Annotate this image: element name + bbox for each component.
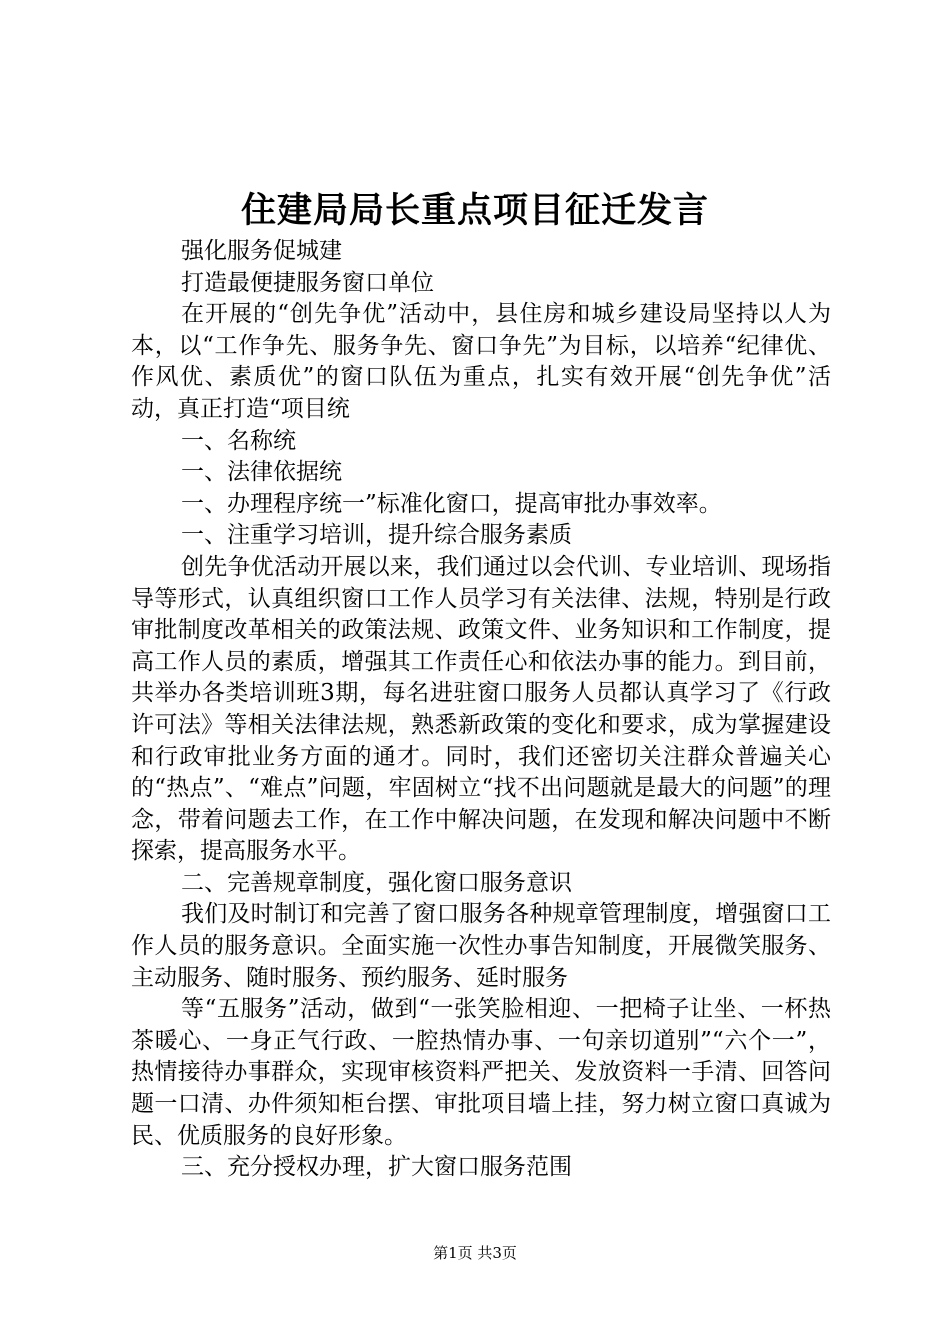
paragraph: 一、名称统 (181, 427, 296, 454)
paragraph: 创先争优活动开展以来，我们通过以会代训、专业培训、现场指导等形式，认真组织窗口工作人员学习有关法律、法规，特别是行政审批制度改革相关的政策法规、政策文件、业务知识和工作制度，提高工作人员的素质，增强其工作责任心和依法办事的能力。到目前，共举办各类培训班3期，每名进驻窗口服务人员都认真学习了《行政许可法》等相关法律法规，熟悉新政策的变化和要求，成为掌握建设和行政审批业务方面的通才。同时，我们还密切关注群众普遍关心的“热点”、“难点”问题，牢固树立“找不出问题就是最大的问题”的理念，带着问题去工作，在工作中解决问题，在发现和解决问题中不断探索，提高服务水平。 (131, 553, 831, 865)
paragraph: 一、法律依据统 (181, 459, 342, 486)
paragraph: 等“五服务”活动，做到“一张笑脸相迎、一把椅子让坐、一杯热茶暖心、一身正气行政、一腔热情办事、一句亲切道别”“六个一”，热情接待办事群众，实现审核资料严把关、发放资料一手清、回答问题一口清、办件须知柜台摆、审批项目墙上挂，努力树立窗口真诚为民、优质服务的良好形象。 (131, 996, 831, 1149)
paragraph: 打造最便捷服务窗口单位 (181, 269, 434, 296)
document-body (131, 236, 831, 1184)
paragraph: 强化服务促城建 (181, 238, 342, 264)
document-title: 住建局局长重点项目征迁发言 (240, 191, 709, 231)
paragraph: 二、完善规章制度，强化窗口服务意识 (181, 869, 572, 896)
paragraph: 在开展的“创先争优”活动中，县住房和城乡建设局坚持以人为本，以“工作争先、服务争先、窗口争先”为目标，以培养“纪律优、作风优、素质优”的窗口队伍为重点，扎实有效开展“创先争优”活动，真正打造“项目统 (131, 301, 831, 422)
paragraph: 一、注重学习培训，提升综合服务素质 (181, 522, 572, 549)
paragraph: 三、充分授权办理，扩大窗口服务范围 (181, 1154, 572, 1181)
paragraph: 一、办理程序统一”标准化窗口，提高审批办事效率。 (181, 490, 722, 517)
page-footer: 第1页 共3页 (433, 1244, 517, 1262)
paragraph: 我们及时制订和完善了窗口服务各种规章管理制度，增强窗口工作人员的服务意识。全面实施一次性办事告知制度，开展微笑服务、主动服务、随时服务、预约服务、延时服务 (131, 901, 831, 991)
